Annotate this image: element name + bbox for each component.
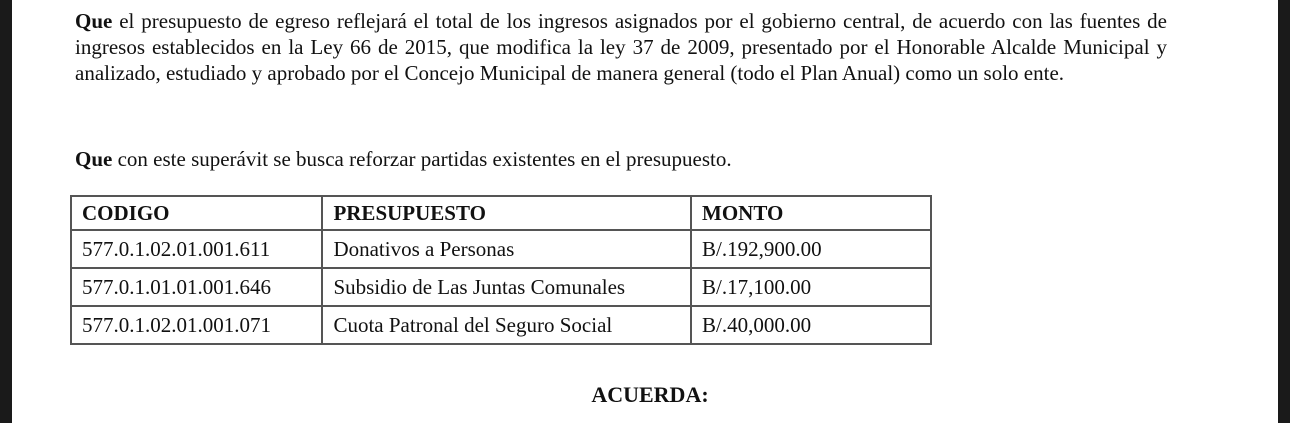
table-row <box>71 230 931 268</box>
paragraph-text: con este superávit se busca reforzar partidas existentes en el presupuesto. <box>112 147 732 171</box>
section-heading-acuerda: ACUERDA: <box>591 382 709 407</box>
table-header-row <box>71 196 931 230</box>
cell-code: 577.0.1.02.01.001.071 <box>71 306 322 344</box>
cell-amount: B/.17,100.00 <box>691 268 931 306</box>
cell-code: 577.0.1.02.01.001.611 <box>71 230 322 268</box>
budget-table <box>70 195 932 345</box>
document-page <box>12 0 1278 423</box>
header-code: CODIGO <box>71 196 322 230</box>
paragraph-lead: Que <box>75 9 113 33</box>
cell-budget: Subsidio de Las Juntas Comunales <box>322 268 691 306</box>
paragraph-lead: Que <box>75 147 113 171</box>
cell-budget: Donativos a Personas <box>322 230 691 268</box>
table-row <box>71 306 931 344</box>
header-amount: MONTO <box>691 196 931 230</box>
paragraph-surplus <box>75 146 1167 172</box>
paragraph-budget-expenses <box>75 8 1167 86</box>
cell-code: 577.0.1.01.01.001.646 <box>71 268 322 306</box>
table-row <box>71 268 931 306</box>
cell-amount: B/.192,900.00 <box>691 230 931 268</box>
cell-amount: B/.40,000.00 <box>691 306 931 344</box>
cell-budget: Cuota Patronal del Seguro Social <box>322 306 691 344</box>
header-budget: PRESUPUESTO <box>322 196 691 230</box>
paragraph-text: el presupuesto de egreso reflejará el total de los ingresos asignados por el gobierno central, de acuerdo con las fuentes de ingresos establecidos en la Ley 66 de 2015, que modifica la ley 37 de 2009, presentado por el Honorable Alcalde Municipal y analizado, estudiado y aprobado por el Concejo Municipal de manera general (todo el Plan Anual) como un solo ente. <box>75 9 1167 85</box>
